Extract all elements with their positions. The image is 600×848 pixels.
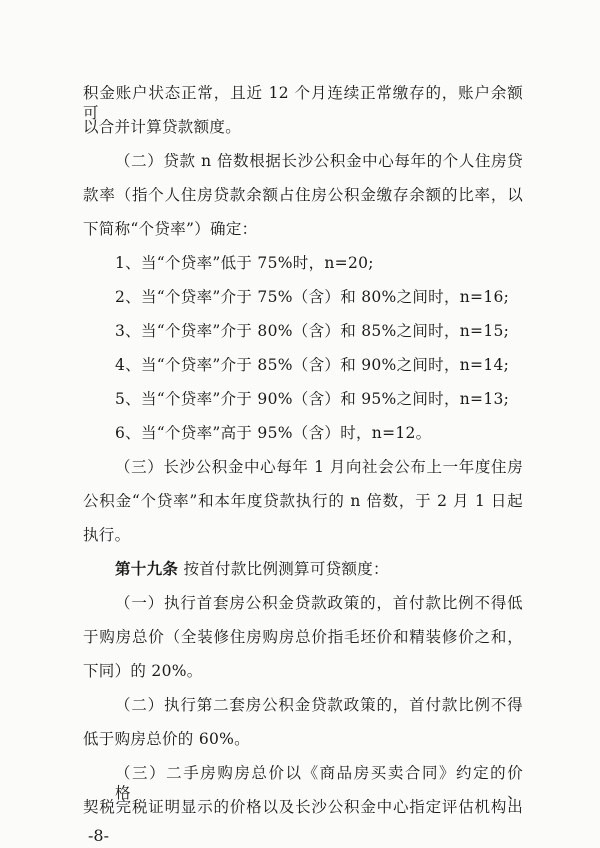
article-19-line [115, 559, 555, 579]
list-item: 1、当“个贷率”低于 75%时，n=20; [115, 254, 374, 272]
paragraph-line: （二）执行第二套房公积金贷款政策的，首付款比例不得 [115, 696, 523, 714]
list-item: 5、当“个贷率”介于 90%（含）和 95%之间时，n=13; [115, 390, 510, 408]
paragraph-line: 下同）的 20%。 [83, 662, 203, 680]
paragraph-line: 执行。 [83, 526, 131, 544]
paragraph-line: （三）二手房购房总价以《商品房买卖合同》约定的价格、 [115, 764, 523, 802]
paragraph-line: （二）贷款 n 倍数根据长沙公积金中心每年的个人住房贷 [115, 152, 523, 170]
paragraph-line: 款率（指个人住房贷款余额占住房公积金缴存余额的比率，以 [83, 186, 523, 204]
list-item: 6、当“个贷率”高于 95%（含）时，n=12。 [115, 424, 432, 442]
paragraph-line: 积金账户状态正常，且近 12 个月连续正常缴存的，账户余额可 [83, 84, 523, 122]
list-item: 4、当“个贷率”介于 85%（含）和 90%之间时，n=14; [115, 356, 510, 374]
list-item: 3、当“个贷率”介于 80%（含）和 85%之间时，n=15; [115, 322, 510, 340]
paragraph-line: 以合并计算贷款额度。 [83, 118, 242, 136]
page-number: -8- [88, 826, 109, 845]
paragraph-line: 契税完税证明显示的价格以及长沙公积金中心指定评估机构出 [83, 798, 523, 816]
paragraph-line: 于购房总价（全装修住房购房总价指毛坯价和精装修价之和， [83, 628, 523, 646]
article-19-text: 按首付款比例测算可贷额度： [183, 560, 389, 578]
list-item: 2、当“个贷率”介于 75%（含）和 80%之间时，n=16; [115, 288, 510, 306]
paragraph-line: 低于购房总价的 60%。 [83, 730, 250, 748]
paragraph-line: （三）长沙公积金中心每年 1 月向社会公布上一年度住房 [115, 458, 523, 476]
paragraph-line: 下简称“个贷率”）确定： [83, 220, 258, 238]
paragraph-line: （一）执行首套房公积金贷款政策的，首付款比例不得低 [115, 594, 523, 612]
paragraph-line: 公积金“个贷率”和本年度贷款执行的 n 倍数，于 2 月 1 日起 [83, 492, 523, 510]
article-19-heading: 第十九条 [115, 559, 179, 578]
